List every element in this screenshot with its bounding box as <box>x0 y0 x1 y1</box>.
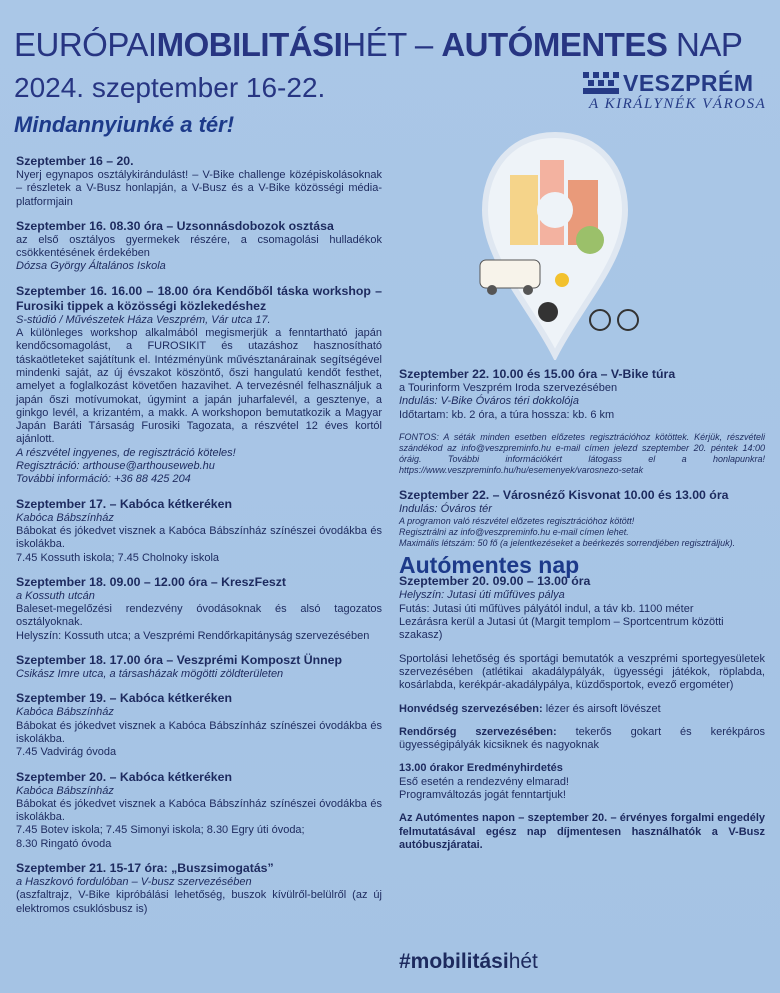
main-title: EURÓPAIMOBILITÁSIHÉT – AUTÓMENTES NAP <box>14 26 743 63</box>
car-free-event: Szeptember 20. 09.00 – 13.00 óra Helyszín: Jutasi úti műfüves pálya Futás: Jutasi úti műfüves pályától indul, a táv kb. 1100 méter Lezárásra kerül a Jutasi út (Margit templom – Sportcentrum közötti szakasz) <box>399 574 724 642</box>
event-item: Szeptember 21. 15-17 óra: „Buszsimogatás” a Haszkovó fordulóban – V-busz szervezésében (aszfaltrajz, V-Bike kipróbálási lehetőség, buszok kívülről-belülről (az új elektromos csuklósbusz is) <box>16 860 382 915</box>
final-note: Az Autómentes napon – szeptember 20. – érvényes forgalmi engedély felmutatásával egész nap díjmentesen használhatók a V-Busz autóbuszjáratai. <box>399 812 765 851</box>
event-item: Szeptember 16 – 20. Nyerj egynapos osztálykirándulást! – V-Bike challenge középiskolásoknak – részletek a V-Busz honlapján, a V-Busz és a V-Bike közösségi média-platformjain <box>16 154 382 208</box>
map-pin-illustration <box>470 130 640 360</box>
police-text: Rendőrség szervezésében: tekerős gokart és kerékpáros ügyességipályák kicsiknek és nagyoknak <box>399 725 765 752</box>
crown-icon <box>583 72 619 96</box>
right-column <box>399 367 765 852</box>
event-item: Szeptember 20. – Kabóca kétkeréken Kabóca Bábszínház Bábokat és jókedvet visznek a Kabóca Bábszínház színészei óvodákba és iskolákba. 7.45 Botev iskola; 7.45 Simonyi iskola; 8.30 Egry úti óvoda; 8.30 Ringató óvoda <box>16 769 382 850</box>
event-item: Szeptember 19. – Kabóca kétkeréken Kabóca Bábszínház Bábokat és jókedvet visznek a Kabóca Bábszínház színészei óvodákba és iskolákba. 7.45 Vadvirág óvoda <box>16 691 382 759</box>
left-column <box>16 154 382 926</box>
event-item: Szeptember 18. 17.00 óra – Veszprémi Komposzt Ünnep Csikász Imre utca, a társasházak mögötti zöldterületen <box>16 653 342 681</box>
army-text: Honvédség szervezésében: lézer és airsoft lövészet <box>399 702 661 715</box>
event-item: Szeptember 18. 09.00 – 12.00 óra – KreszFeszt a Kossuth utcán Baleset-megelőzési rendezvény óvodásoknak és alsó tagozatos osztályoknak. Helyszín: Kossuth utca; a Veszprémi Rendőrkapitányság szervezésében <box>16 574 382 642</box>
event-item: Szeptember 17. – Kabóca kétkeréken Kabóca Bábszínház Bábokat és jókedvet visznek a Kabóca Bábszínház színészei óvodákba és iskolákba. 7.45 Kossuth iskola; 7.45 Cholnoky iskola <box>16 496 382 564</box>
city-train: Szeptember 22. – Városnéző Kisvonat 10.00 és 13.00 óra Indulás: Óváros tér A programon való részvétel előzetes regisztrációhoz kötött! Regisztrálni az info@veszpreminfo.hu e-mail címen lehet. Maximális létszám: 50 fő (a jelentkezéseket a beérkezés sorrendjében regisztráljuk). <box>399 487 736 549</box>
bike-tour: Szeptember 22. 10.00 és 15.00 óra – V-Bike túra a Tourinform Veszprém Iroda szervezésében Indulás: V-Bike Óváros téri dokkolója Időtartam: kb. 2 óra, a túra hossza: kb. 6 km <box>399 367 676 421</box>
slogan: Mindannyiunké a tér! <box>14 112 235 137</box>
hashtag: #mobilitásihét <box>399 950 538 973</box>
date-range: 2024. szeptember 16-22. <box>14 72 326 103</box>
important-note: FONTOS: A séták minden esetben előzetes regisztrációhoz kötöttek. Kérjük, részvételi szándékod az info@veszpreminfo.hu e-mail címen jelezd szeptember 20. péntek 14:00 óráig. További információkért látogass el a honlapunkra! https://www.veszpreminfo.hu/hu/esemenyek/varosnezo-setak <box>399 431 765 475</box>
logo-name: VESZPRÉM <box>623 70 754 96</box>
event-item: Szeptember 16. 16.00 – 18.00 óra Kendőből táska workshop – Furosiki tippek a közösségi közlekedéshez S-stúdió / Művészetek Háza Veszprém, Vár utca 17. A különleges workshop alkalmából megismerjük a fenntartható japán kendőcsomagolást, a FUROSIKIT és utazáshoz hasznosítható táskaötleteket sajátítunk el. Intézményünk művésztanárainak segítségével mindenki saját, az új évszakot köszöntő, őszi hangulatú kendőt festhet, amelyet a foglalkozást követően hazavihet. A tervezésnél felhasználjuk a japán őszi motívumokat, úgymint a japán juharfalevél, a gesztenye, a ginkgo levél, a krizantém, a makk. A workshopon bemutatkozik a Magyar Japán Baráti Társaság Furosiki Tagozata, a részvétel 12 éves kortól ajánlott. A részvétel ingyenes, de regisztráció köteles! Regisztráció: arthouse@arthouseweb.hu További információ: +36 88 425 204 <box>16 283 382 486</box>
sport-text: Sportolási lehetőség és sportági bemutatók a veszprémi sportegyesületek szervezésében (atlétikai akadálypályák, ügyességi játékok, röplabda, kosárlabda, kerékpár-akadálypálya, küzdősportok, evező ergométer) <box>399 652 765 692</box>
results: 13.00 órakor Eredményhirdetés Eső esetén a rendezvény elmarad! Programváltozás jogát fenntartjuk! <box>399 762 569 802</box>
event-item: Szeptember 16. 08.30 óra – Uzsonnásdobozok osztása az első osztályos gyermekek részére, a csomagolási hulladékok csökkentésének érdekében Dózsa György Általános Iskola <box>16 218 382 273</box>
section-heading: Autómentes nap <box>399 552 580 579</box>
logo-tagline: A KIRÁLYNÉK VÁROSA <box>589 96 767 112</box>
veszprem-logo <box>583 70 768 115</box>
